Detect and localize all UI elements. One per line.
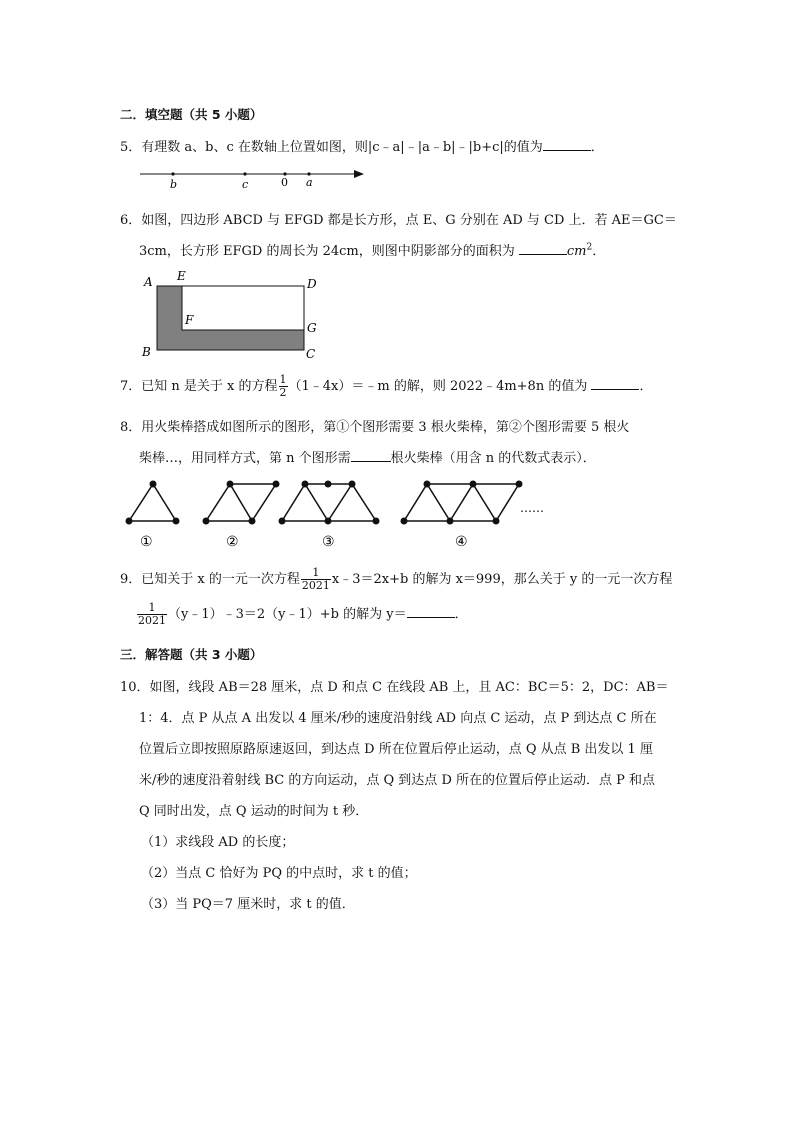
question-8-text: 用火柴棒搭成如图所示的图形，第①个图形需要 3 根火柴棒，第②个图形需要 5 根火 (141, 420, 630, 435)
label-A: A (144, 275, 153, 289)
question-5-end: ． (590, 140, 604, 155)
question-10-line1 (120, 676, 668, 695)
fraction-1-over-2021 (301, 567, 331, 592)
label-D: D (307, 277, 317, 291)
question-9-line1 (120, 567, 672, 592)
question-9-text-3: （y﹣1）﹣3＝2（y﹣1）+b 的解为 y＝ (168, 607, 407, 622)
label-a: a (306, 176, 313, 189)
question-6-text: 如图，四边形 ABCD 与 EFGD 都是长方形，点 E、G 分别在 AD 与 CD 上．若 AE＝GC＝ (141, 213, 677, 228)
question-5-number: 5． (120, 140, 142, 155)
question-9-answer-blank[interactable] (407, 605, 455, 618)
figure-1-label: ① (140, 534, 153, 550)
question-6-line1 (120, 209, 677, 228)
fraction-numerator: 1 (279, 373, 287, 386)
question-8-line1 (120, 416, 629, 435)
fraction-denominator: 2021 (138, 614, 166, 627)
question-7-number: 7． (120, 379, 142, 394)
question-10-line2: 1：4．点 P 从点 A 出发以 4 厘米/秒的速度沿射线 AD 向点 C 运动，点 P 到达点 C 所在 (139, 711, 657, 726)
rectangle-efgd-edges (182, 286, 304, 330)
label-C: C (306, 347, 316, 361)
question-6-answer-blank[interactable] (519, 242, 567, 255)
question-7-answer-blank[interactable] (591, 377, 639, 390)
fraction-numerator: 1 (301, 567, 331, 580)
section-3-title: 三．解答题（共 3 小题） (120, 647, 263, 662)
question-10-sub2: （2）当点 C 恰好为 PQ 的中点时，求 t 的值； (141, 866, 417, 881)
question-8-text-3: 根火柴棒（用含 n 的代数式表示）． (390, 451, 596, 466)
fraction-denominator: 2 (279, 386, 287, 399)
question-9-end: ． (454, 607, 468, 622)
question-5-text: 有理数 a、b、c 在数轴上位置如图，则|c﹣a|﹣|a﹣b|﹣|b+c|的值为 (141, 140, 543, 155)
number-line-arrow (354, 170, 364, 178)
question-8-answer-blank[interactable] (351, 449, 391, 462)
figure-2-matchsticks (206, 484, 276, 521)
question-7 (120, 374, 653, 399)
figure-2-label: ② (226, 534, 239, 550)
question-8-text-2: 柴棒…，用同样方式，第 n 个图形需 (139, 451, 351, 466)
point-b (171, 172, 174, 175)
question-6-line2 (139, 240, 605, 259)
question-10-sub1: （1）求线段 AD 的长度； (141, 835, 295, 850)
label-c: c (242, 178, 249, 191)
figure-1-vertices (126, 481, 180, 525)
question-9-line2 (136, 602, 468, 627)
figure-4-label: ④ (455, 534, 468, 550)
figure-1-matchsticks (129, 484, 176, 521)
label-b: b (170, 178, 178, 191)
question-7-text-2: （1﹣4x）＝﹣m 的解，则 2022﹣4m+8n 的值为 (288, 379, 588, 394)
question-6-number: 6． (120, 213, 142, 228)
question-6-unit-exponent: 2 (586, 242, 593, 253)
question-10-line5: Q 同时出发，点 Q 运动的时间为 t 秒． (139, 804, 369, 819)
question-5-answer-blank[interactable] (543, 138, 591, 151)
question-9-number: 9． (120, 572, 142, 587)
ellipsis: …… (520, 501, 544, 515)
question-7-text: 已知 n 是关于 x 的方程 (141, 379, 278, 394)
question-6-text-2: 3cm，长方形 EFGD 的周长为 24cm，则图中阴影部分的面积为 (139, 244, 515, 259)
question-9-text-2: x﹣3＝2x+b 的解为 x＝999，那么关于 y 的一元一次方程 (331, 572, 673, 587)
question-8-number: 8． (120, 420, 142, 435)
question-10-number: 10． (120, 680, 150, 695)
question-10-text-1: 如图，线段 AB＝28 厘米，点 D 和点 C 在线段 AB 上，且 AC：BC＝5：2，DC：AB＝ (149, 680, 669, 695)
figure-3-label: ③ (322, 534, 335, 550)
matchstick-figures (120, 474, 560, 554)
number-line-figure (135, 162, 370, 192)
rectangle-figure (138, 268, 328, 364)
question-10-line3: 位置后立即按照原路原速返回，到达点 D 所在位置后停止运动，点 Q 从点 B 出发以 1 厘 (139, 742, 653, 757)
question-5 (120, 136, 604, 155)
question-10-sub3: （3）当 PQ＝7 厘米时，求 t 的值． (141, 897, 355, 912)
label-G: G (307, 321, 317, 335)
question-7-end: ． (639, 379, 653, 394)
fraction-one-half (279, 374, 288, 399)
label-B: B (142, 345, 151, 359)
question-6-end: ． (592, 244, 606, 259)
question-6-unit: cm (566, 244, 587, 259)
point-c (243, 172, 246, 175)
label-E: E (177, 269, 186, 283)
label-zero: 0 (281, 176, 288, 189)
label-F: F (185, 313, 194, 327)
question-9-text: 已知关于 x 的一元一次方程 (141, 572, 300, 587)
fraction-1-over-2021-b (137, 602, 167, 627)
shaded-region (157, 286, 304, 350)
fraction-numerator: 1 (137, 602, 167, 615)
fraction-denominator: 2021 (301, 579, 330, 592)
figure-4-matchsticks (404, 484, 519, 521)
section-2-title: 二．填空题（共 5 小题） (120, 107, 263, 122)
question-10-line4: 米/秒的速度沿着射线 BC 的方向运动，点 Q 到达点 D 所在的位置后停止运动．点 P 和点 (139, 773, 656, 788)
question-8-line2 (139, 447, 596, 466)
figure-3-matchsticks (282, 484, 376, 521)
